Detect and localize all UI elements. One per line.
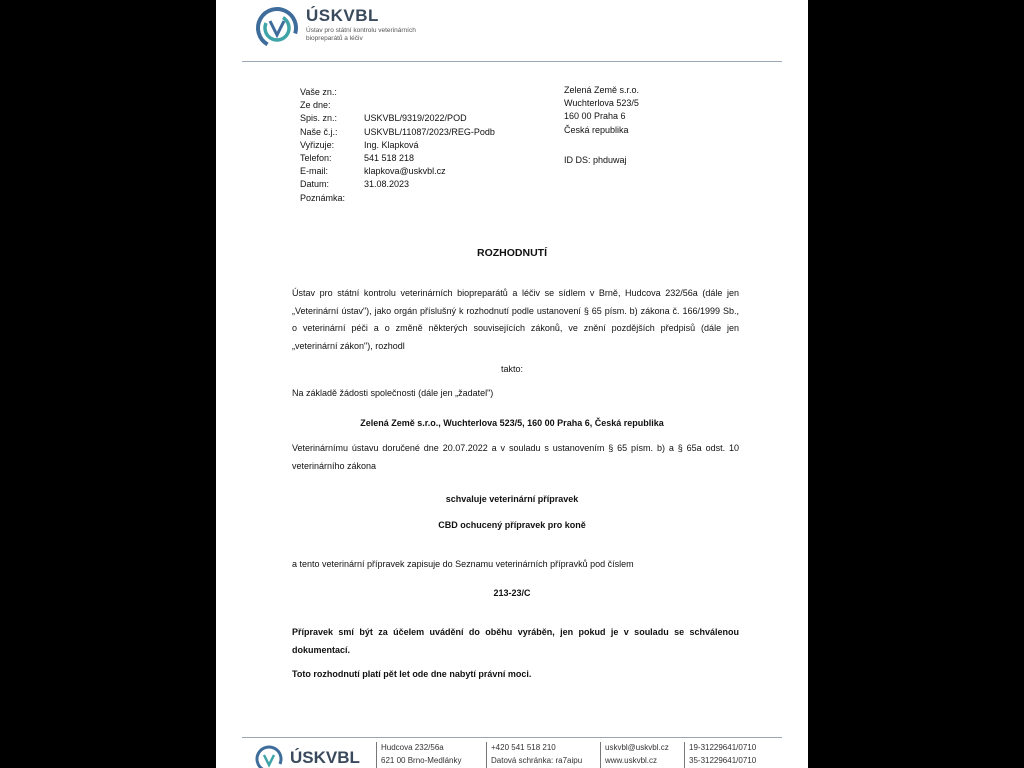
meta-row — [300, 152, 495, 165]
footer-address — [376, 742, 462, 768]
footer-bank — [684, 742, 756, 768]
document-page — [216, 0, 808, 768]
meta-row — [300, 112, 495, 125]
reference-block — [300, 86, 495, 205]
takto-line: takto: — [500, 364, 523, 374]
condition-paragraph: Přípravek smí být za účelem uvádění do oběhu vyráběn, jen pokud je v souladu se schválenou dokumentací. — [292, 627, 739, 655]
recipient-data-box-id: ID DS: phduwaj — [564, 154, 627, 165]
meta-row — [300, 126, 495, 139]
meta-value: 31.08.2023 — [364, 179, 410, 190]
request-line: Na základě žádosti společnosti (dále jen „žadatel") — [292, 388, 494, 398]
registration-number: 213-23/C — [493, 588, 531, 598]
meta-value: klapkova@uskvbl.cz — [364, 166, 446, 177]
meta-row — [300, 139, 495, 152]
footer-text: 35-31229641/0710 — [689, 755, 757, 765]
meta-value: Ing. Klapková — [364, 139, 419, 150]
footer-text: www.uskvbl.cz — [605, 755, 658, 765]
meta-label: Vyřizuje: — [300, 139, 335, 150]
applicant-line: Zelená Země s.r.o., Wuchterlova 523/5, 160 00 Praha 6, Česká republika — [360, 418, 664, 428]
recipient-line: 160 00 Praha 6 — [564, 111, 626, 122]
meta-row — [300, 99, 495, 112]
approval-line: schvaluje veterinární přípravek — [445, 494, 579, 504]
footer-text: Hudcova 232/56a — [381, 743, 444, 752]
meta-value: USKVBL/11087/2023/REG-Podb — [364, 126, 495, 137]
uskvbl-logo-icon — [254, 5, 300, 51]
meta-label: Naše č.j.: — [300, 126, 338, 137]
footer-web — [600, 742, 669, 768]
footer-logo-icon — [254, 744, 284, 768]
validity-line: Toto rozhodnutí platí pět let ode dne nabytí právní moci. — [292, 669, 532, 679]
meta-row — [300, 192, 495, 205]
recipient-line: Zelená Země s.r.o. — [564, 85, 640, 95]
footer-text: +420 541 518 210 — [491, 743, 556, 752]
meta-value: USKVBL/9319/2022/POD — [364, 113, 467, 124]
register-line: a tento veterinární přípravek zapisuje do Seznamu veterinárních přípravků pod číslem — [292, 559, 634, 569]
header-divider — [242, 61, 782, 62]
meta-label: Ze dne: — [300, 100, 331, 111]
footer-contact — [486, 742, 582, 768]
intro-paragraph: Ústav pro státní kontrolu veterinárních biopreparátů a léčiv se sídlem v Brně, Hudcova 232/56a (dále jen „Veterinární ústav"), jako orgán příslušný k rozhodnutí podle ustanovení § 65 písm. b) zákona č. 166/1999 Sb., o veterinární péči a o změně některých souvisejících zákonů, ve znění pozdějších předpisů (dále jen „veterinární zákon"), rozhodl — [292, 288, 739, 351]
recipient-line: Česká republika — [564, 124, 629, 135]
brand-name: ÚSKVBL — [306, 6, 379, 25]
product-name: CBD ochucený přípravek pro koně — [438, 520, 586, 530]
meta-value: 541 518 218 — [364, 153, 415, 164]
meta-label: Telefon: — [300, 153, 332, 164]
meta-row — [300, 86, 495, 99]
delivery-paragraph: Veterinárnímu ústavu doručené dne 20.07.2022 a v souladu s ustanovením § 65 písm. b) a § 65a odst. 10 veterinárního zákona — [292, 443, 739, 471]
meta-label: Vaše zn.: — [300, 87, 337, 97]
brand-subtitle: Ústav pro státní kontrolu veterinárních biopreparátů a léčiv — [306, 27, 416, 42]
footer-text: Datová schránka: ra7aipu — [491, 755, 583, 765]
footer-brand: ÚSKVBL — [290, 748, 360, 767]
meta-label: Poznámka: — [300, 192, 346, 203]
recipient-address — [564, 84, 639, 167]
footer-text: 19-31229641/0710 — [689, 743, 757, 752]
meta-row — [300, 178, 495, 191]
footer-text: uskvbl@uskvbl.cz — [605, 743, 669, 752]
meta-row — [300, 165, 495, 178]
meta-label: E-mail: — [300, 166, 329, 177]
recipient-line: Wuchterlova 523/5 — [564, 98, 639, 109]
decision-title: ROZHODNUTÍ — [477, 247, 547, 259]
meta-label: Spis. zn.: — [300, 113, 338, 124]
footer-text: 621 00 Brno-Medlánky — [381, 755, 462, 765]
footer-divider — [242, 737, 782, 738]
meta-label: Datum: — [300, 179, 330, 190]
